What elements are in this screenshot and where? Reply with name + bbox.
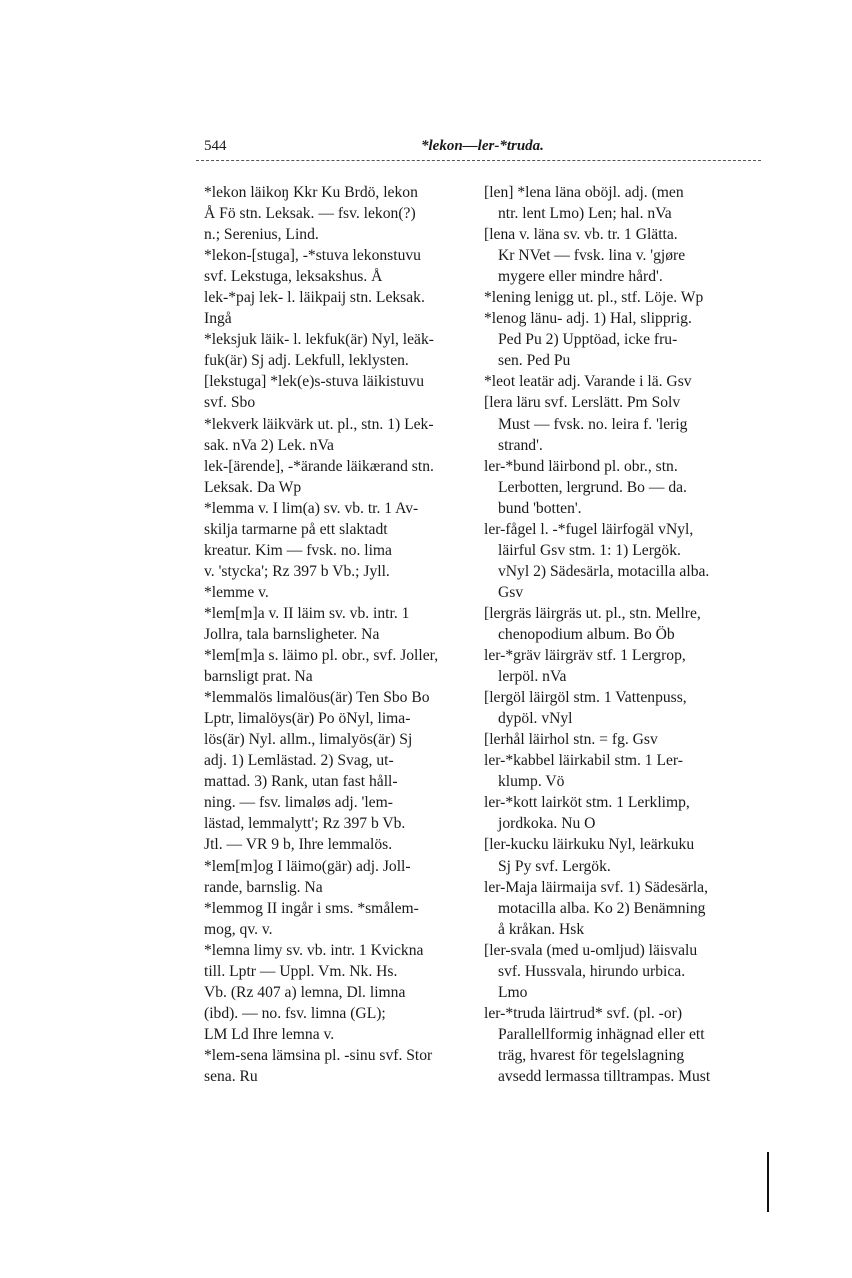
text-line: ler-*gräv läirgräv stf. 1 Lergrop, <box>484 647 686 665</box>
text-line: Lerbotten, lergrund. Bo — da. <box>498 478 687 496</box>
text-line: *lening lenigg ut. pl., stf. Löje. Wp <box>484 289 704 307</box>
text-line: läirful Gsv stm. 1: 1) Lergök. <box>498 541 681 559</box>
text-line: ler-*kott lairköt stm. 1 Lerklimp, <box>484 794 690 812</box>
text-line: motacilla alba. Ko 2) Benämning <box>498 899 706 917</box>
text-line: *leot leatär adj. Varande i lä. Gsv <box>484 373 692 391</box>
text-line: lek-[ärende], -*ärande läikærand stn. <box>204 457 434 475</box>
text-line: Gsv <box>498 583 524 601</box>
text-line: *lekon-[stuga], -*stuva lekonstuvu <box>204 247 421 265</box>
text-line: Lmo <box>498 983 528 1001</box>
text-line: Must — fvsk. no. leira f. 'lerig <box>498 415 688 433</box>
text-line: *lekon läikoŋ Kkr Ku Brdö, lekon <box>204 184 418 201</box>
text-line: mattad. 3) Rank, utan fast håll- <box>204 773 398 791</box>
text-line: Jtl. — VR 9 b, Ihre lemmalös. <box>204 836 393 854</box>
text-line: Lptr, limalöys(är) Po öNyl, lima- <box>204 710 411 728</box>
text-line: *lemmalös limalöus(är) Ten Sbo Bo <box>204 689 430 707</box>
text-line: Parallellformig inhägnad eller ett <box>498 1025 705 1043</box>
text-line: sak. nVa 2) Lek. nVa <box>204 436 334 454</box>
text-line: [lergöl läirgöl stm. 1 Vattenpuss, <box>484 689 687 707</box>
text-line: *lem-sena lämsina pl. -sinu svf. Stor <box>204 1046 433 1064</box>
text-line: [ler-svala (med u-omljud) läisvalu <box>484 941 698 959</box>
text-line: v. 'stycka'; Rz 397 b Vb.; Jyll. <box>204 562 390 580</box>
text-line: rande, barnslig. Na <box>204 878 323 896</box>
text-line: Å Fö stn. Leksak. — fsv. lekon(?) <box>204 205 416 223</box>
text-line: ler-*bund läirbond pl. obr., stn. <box>484 457 678 475</box>
text-line: svf. Hussvala, hirundo urbica. <box>498 962 686 980</box>
header-rule <box>196 160 761 161</box>
text-line: dypöl. vNyl <box>498 710 573 728</box>
text-line: ler-Maja läirmaija svf. 1) Sädesärla, <box>484 878 708 896</box>
text-line: (ibd). — no. fsv. limna (GL); <box>204 1004 386 1022</box>
text-line: lös(är) Nyl. allm., limalyös(är) Sj <box>204 731 413 749</box>
text-line: svf. Lekstuga, leksakshus. Å <box>204 268 383 286</box>
text-line: vNyl 2) Sädesärla, motacilla alba. <box>498 562 710 580</box>
text-line: mog, qv. v. <box>204 920 273 938</box>
text-line: *lenog länu- adj. 1) Hal, slipprig. <box>484 310 692 328</box>
text-line: lästad, lemmalytt'; Rz 397 b Vb. <box>204 815 406 833</box>
text-line: lek-*paj lek- l. läikpaij stn. Leksak. <box>204 289 425 307</box>
text-line: avsedd lermassa tilltrampas. Must <box>498 1067 711 1085</box>
text-line: ler-fågel l. -*fugel läirfogäl vNyl, <box>484 520 694 538</box>
text-line: träg, hvarest för tegelslagning <box>498 1046 685 1064</box>
left-column <box>204 182 478 1087</box>
text-line: [len] *lena läna oböjl. adj. (men <box>484 184 684 201</box>
text-line: *lem[m]og I läimo(gär) adj. Joll- <box>204 857 411 875</box>
text-line: ler-*truda läirtrud* svf. (pl. -or) <box>484 1004 683 1022</box>
text-line: Vb. (Rz 407 a) lemna, Dl. limna <box>204 983 406 1001</box>
text-line: [lekstuga] *lek(e)s-stuva läikistuvu <box>204 373 424 391</box>
text-line: Kr NVet — fvsk. lina v. 'gjøre <box>498 247 686 265</box>
text-line: klump. Vö <box>498 773 565 791</box>
text-line: svf. Sbo <box>204 394 256 412</box>
text-line: *lemna limy sv. vb. intr. 1 Kvickna <box>204 941 424 959</box>
text-line: n.; Serenius, Lind. <box>204 226 319 244</box>
text-line: Ped Pu 2) Upptöad, icke fru- <box>498 331 678 349</box>
text-line: chenopodium album. Bo Öb <box>498 625 675 643</box>
text-line: ning. — fsv. limaløs adj. 'lem- <box>204 794 393 812</box>
text-line: mygere eller mindre hård'. <box>498 268 663 286</box>
text-line: adj. 1) Lemlästad. 2) Svag, ut- <box>204 752 394 770</box>
text-line: Ingå <box>204 310 232 328</box>
text-line: lerpöl. nVa <box>498 668 567 686</box>
text-line: kreatur. Kim — fvsk. no. lima <box>204 541 392 559</box>
margin-mark <box>767 1152 769 1212</box>
text-line: [ler-kucku läirkuku Nyl, leärkuku <box>484 836 695 854</box>
text-line: jordkoka. Nu O <box>498 815 596 833</box>
text-line: fuk(är) Sj adj. Lekfull, leklysten. <box>204 352 409 370</box>
page-number: 544 <box>204 138 227 154</box>
text-line: Sj Py svf. Lergök. <box>498 857 611 875</box>
text-line: bund 'botten'. <box>498 499 582 517</box>
text-line: [lera läru svf. Lerslätt. Pm Solv <box>484 394 681 412</box>
text-line: å kråkan. Hsk <box>498 920 585 938</box>
running-head: *lekon—ler-*truda. <box>421 138 544 154</box>
text-line: sen. Ped Pu <box>498 352 571 370</box>
text-line: [lergräs läirgräs ut. pl., stn. Mellre, <box>484 604 701 622</box>
right-column <box>484 182 760 1087</box>
text-line: sena. Ru <box>204 1067 258 1085</box>
text-line: Jollra, tala barnsligheter. Na <box>204 625 380 643</box>
text-line: *lemme v. <box>204 583 269 601</box>
text-line: Leksak. Da Wp <box>204 478 302 496</box>
text-line: ler-*kabbel läirkabil stm. 1 Ler- <box>484 752 683 770</box>
text-line: *leksjuk läik- l. lekfuk(är) Nyl, leäk- <box>204 331 434 349</box>
text-line: *lem[m]a v. II läim sv. vb. intr. 1 <box>204 604 410 622</box>
text-line: *lem[m]a s. läimo pl. obr., svf. Joller, <box>204 647 439 665</box>
text-line: strand'. <box>498 436 543 454</box>
text-line: LM Ld Ihre lemna v. <box>204 1025 335 1043</box>
text-line: barnsligt prat. Na <box>204 668 313 686</box>
text-line: *lemma v. I lim(a) sv. vb. tr. 1 Av- <box>204 499 419 517</box>
text-line: *lemmog II ingår i sms. *smålem- <box>204 899 419 917</box>
text-line: [lerhål läirhol stn. = fg. Gsv <box>484 731 658 749</box>
text-line: *lekverk läikvärk ut. pl., stn. 1) Lek- <box>204 415 434 433</box>
text-line: skilja tarmarne på ett slaktadt <box>204 520 388 538</box>
text-line: [lena v. läna sv. vb. tr. 1 Glätta. <box>484 226 678 244</box>
text-line: till. Lptr — Uppl. Vm. Nk. Hs. <box>204 962 398 980</box>
text-line: ntr. lent Lmo) Len; hal. nVa <box>498 205 672 223</box>
page-header <box>196 128 761 158</box>
